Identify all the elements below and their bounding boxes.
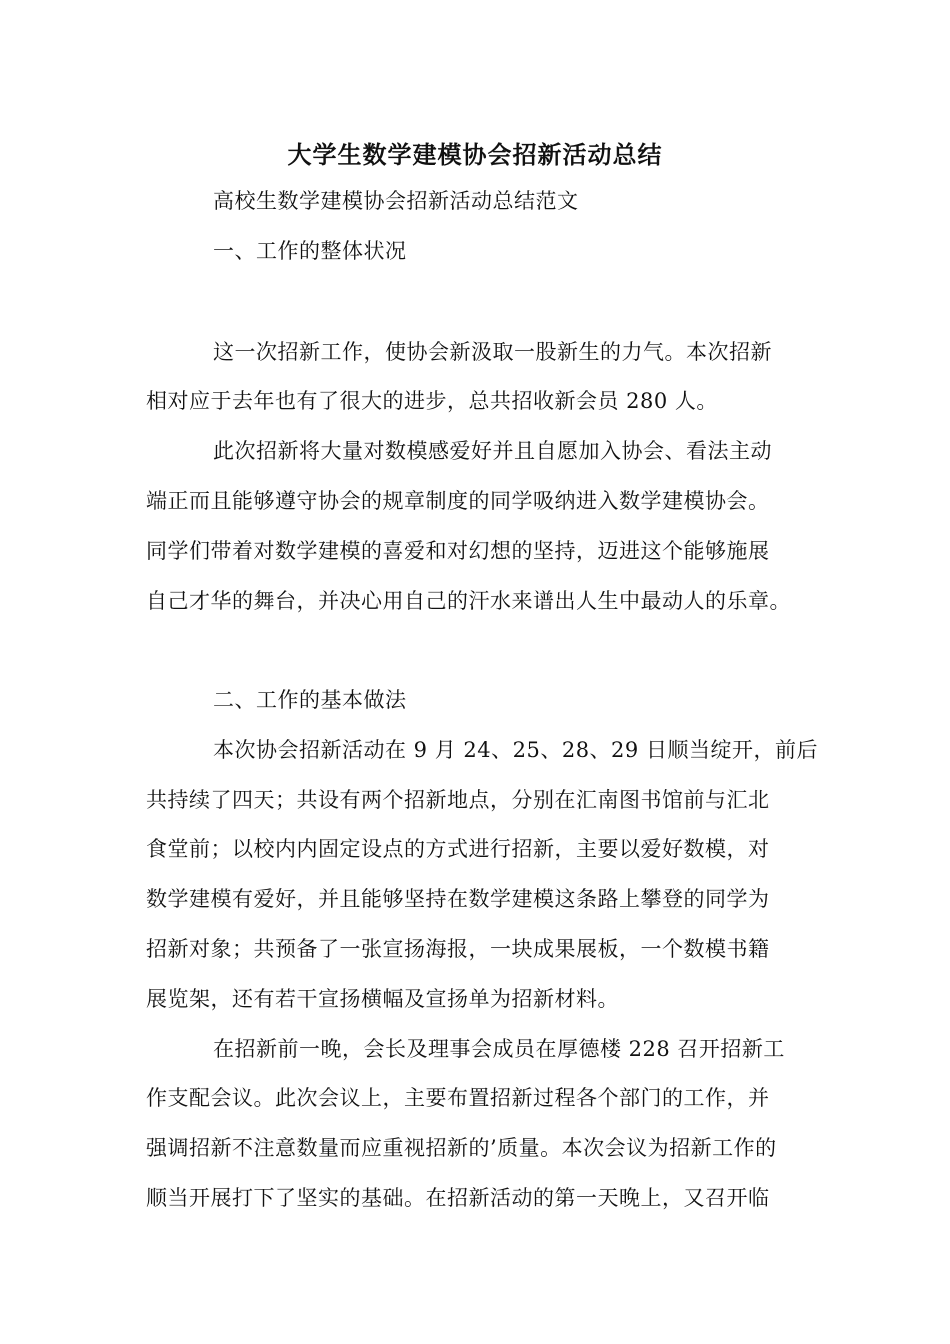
paragraph-line: 相对应于去年也有了很大的进步，总共招收新会员 280 人。 [146,389,718,413]
paragraph-line: 此次招新将大量对数模感爱好并且自愿加入协会、看法主动 [213,439,772,463]
paragraph-line: 本次协会招新活动在 9 月 24、25、28、29 日顺当绽开，前后 [213,738,818,762]
paragraph-line: 共持续了四天；共设有两个招新地点，分别在汇南图书馆前与汇北 [146,788,770,812]
paragraph-line: 数学建模有爱好，并且能够坚持在数学建模这条路上攀登的同学为 [146,887,770,911]
paragraph-line: 食堂前；以校内内固定设点的方式进行招新，主要以爱好数模，对 [146,837,770,861]
document-title: 大学生数学建模协会招新活动总结 [287,140,663,169]
section-heading-2: 二、工作的基本做法 [213,688,407,712]
paragraph-line: 展览架，还有若干宣扬横幅及宣扬单为招新材料。 [146,987,619,1011]
paragraph-line: 作支配会议。此次会议上，主要布置招新过程各个部门的工作，并 [146,1086,770,1110]
section-heading-1: 一、工作的整体状况 [213,239,407,263]
paragraph-line: 强调招新不注意数量而应重视招新的’质量。本次会议为招新工作的 [146,1136,777,1160]
paragraph-line: 顺当开展打下了坚实的基础。在招新活动的第一天晚上，又召开临 [146,1186,770,1210]
paragraph-line: 在招新前一晚，会长及理事会成员在厚德楼 228 召开招新工 [213,1037,785,1061]
document-subtitle: 高校生数学建模协会招新活动总结范文 [213,189,579,213]
paragraph-line: 自己才华的舞台，并决心用自己的汗水来谱出人生中最动人的乐章。 [146,589,791,613]
paragraph-line: 招新对象；共预备了一张宣扬海报，一块成果展板，一个数模书籍 [146,937,770,961]
paragraph-line: 这一次招新工作，使协会新汲取一股新生的力气。本次招新 [213,340,772,364]
paragraph-line: 端正而且能够遵守协会的规章制度的同学吸纳进入数学建模协会。 [146,489,770,513]
paragraph-line: 同学们带着对数学建模的喜爱和对幻想的坚持，迈进这个能够施展 [146,539,770,563]
